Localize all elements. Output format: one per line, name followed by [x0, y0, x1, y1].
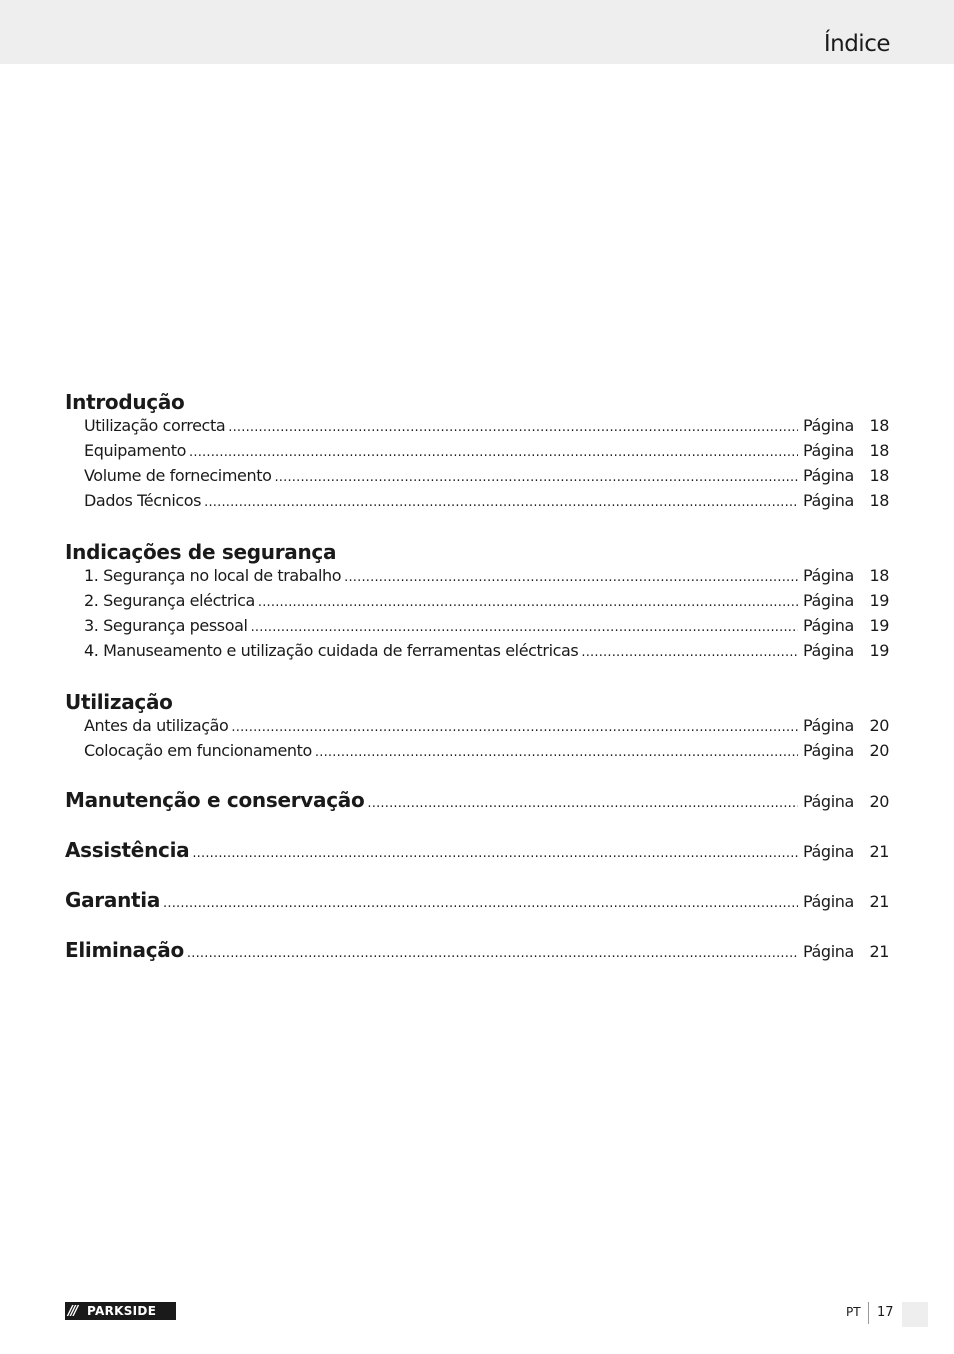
page-number: 21: [869, 942, 889, 961]
dot-leader: [189, 440, 798, 465]
page-number: 19: [869, 641, 889, 660]
toc-entry[interactable]: [84, 588, 889, 613]
footer-divider: [868, 1302, 869, 1324]
toc-headline-assistencia[interactable]: [65, 838, 889, 863]
page-number: 20: [869, 716, 889, 735]
page-word: Página: [803, 741, 854, 760]
page-number: 18: [869, 466, 889, 485]
dot-leader: [274, 465, 798, 490]
page-number: 18: [869, 566, 889, 585]
page-word: Página: [803, 566, 854, 585]
logo-text: PARKSIDE: [87, 1304, 157, 1318]
section-title: Utilização: [65, 690, 173, 714]
dot-leader: [163, 891, 798, 916]
section-title: Introdução: [65, 390, 185, 414]
dot-leader: [315, 740, 798, 765]
toc-headline-label: Manutenção e conservação: [65, 788, 365, 812]
dot-leader: [344, 565, 798, 590]
dot-leader: [187, 941, 798, 966]
toc-entry[interactable]: [84, 488, 889, 513]
toc-entry-label: Volume de fornecimento: [84, 466, 272, 485]
page-word: Página: [803, 466, 854, 485]
page-number: 20: [869, 792, 889, 811]
toc-entry[interactable]: [84, 713, 889, 738]
dot-leader: [581, 640, 798, 665]
toc-entry-label: Antes da utilização: [84, 716, 229, 735]
page-number: 19: [869, 591, 889, 610]
page-number: 18: [869, 441, 889, 460]
page-word: Página: [803, 616, 854, 635]
dot-leader: [367, 791, 798, 816]
page-number: 21: [869, 892, 889, 911]
toc-entry[interactable]: [84, 613, 889, 638]
toc-entry-label: Utilização correcta: [84, 416, 226, 435]
dot-leader: [228, 415, 798, 440]
toc-headline-eliminacao[interactable]: [65, 938, 889, 963]
toc-headline-label: Eliminação: [65, 938, 184, 962]
toc-entry[interactable]: [84, 738, 889, 763]
page-word: Página: [803, 942, 854, 961]
page-word: Página: [803, 591, 854, 610]
language-code: PT: [846, 1305, 861, 1319]
section-heading-seguranca: [65, 535, 889, 565]
page-word: Página: [803, 416, 854, 435]
page-word: Página: [803, 892, 854, 911]
toc-headline-label: Garantia: [65, 888, 161, 912]
page-word: Página: [803, 842, 854, 861]
page-word: Página: [803, 716, 854, 735]
toc-entry-label: 3. Segurança pessoal: [84, 616, 248, 635]
footer-page-number: 17: [877, 1305, 894, 1320]
footer-tab-box: [902, 1302, 928, 1327]
page-word: Página: [803, 641, 854, 660]
toc-entry[interactable]: [84, 638, 889, 663]
toc-headline-garantia[interactable]: [65, 888, 889, 913]
toc-headline-manutencao[interactable]: [65, 788, 889, 813]
dot-leader: [231, 715, 798, 740]
page-number: 18: [869, 491, 889, 510]
page-number: 20: [869, 741, 889, 760]
toc-entry-label: 2. Segurança eléctrica: [84, 591, 255, 610]
toc-entry-label: Dados Técnicos: [84, 491, 202, 510]
toc-entry[interactable]: [84, 438, 889, 463]
header-band: [0, 0, 954, 64]
toc-headline-label: Assistência: [65, 838, 190, 862]
dot-leader: [204, 490, 798, 515]
toc-entry-label: Colocação em funcionamento: [84, 741, 312, 760]
page-word: Página: [803, 792, 854, 811]
page-title: Índice: [823, 31, 890, 57]
dot-leader: [258, 590, 798, 615]
section-heading-introducao: [65, 385, 889, 415]
page-number: 21: [869, 842, 889, 861]
page-word: Página: [803, 491, 854, 510]
page-word: Página: [803, 441, 854, 460]
toc-entry[interactable]: [84, 563, 889, 588]
dot-leader: [251, 615, 798, 640]
toc-entry[interactable]: [84, 413, 889, 438]
section-heading-utilizacao: [65, 685, 889, 715]
toc-entry-label: 1. Segurança no local de trabalho: [84, 566, 342, 585]
section-title: Indicações de segurança: [65, 540, 337, 564]
toc-entry-label: 4. Manuseamento e utilização cuidada de ferramentas eléctricas: [84, 641, 579, 660]
page-number: 19: [869, 616, 889, 635]
parkside-logo: [65, 1302, 176, 1320]
dot-leader: [192, 841, 798, 866]
logo-slashes: ///: [68, 1303, 77, 1319]
page-number: 18: [869, 416, 889, 435]
toc-entry-label: Equipamento: [84, 441, 187, 460]
toc-entry[interactable]: [84, 463, 889, 488]
